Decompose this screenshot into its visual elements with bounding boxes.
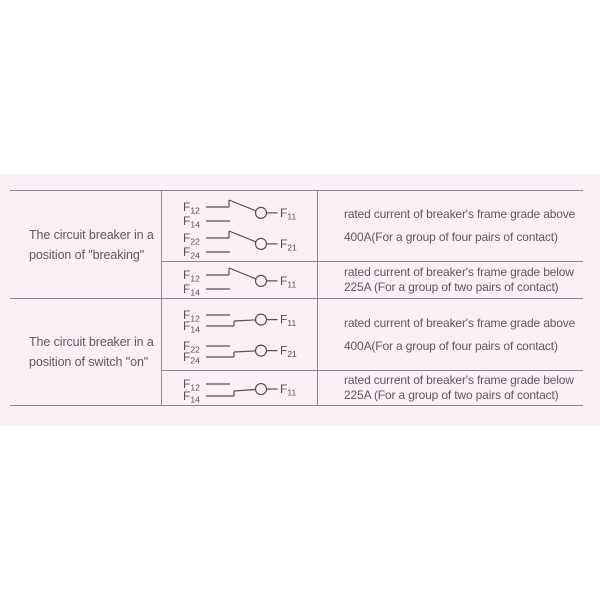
contact-circle: [256, 238, 267, 249]
row-right-part: [162, 191, 583, 298]
diagram-cell: [162, 371, 318, 405]
description-cell-breaking: [10, 191, 162, 298]
terminal-label-top: $F_{22}$: [183, 339, 200, 355]
contact-diagram-breaking-four: [162, 191, 317, 261]
note-cell: [318, 299, 583, 370]
output-label: $F_{11}$: [280, 312, 297, 329]
terminal-label-top: $F_{12}$: [183, 200, 200, 216]
output-label: $F_{11}$: [280, 205, 297, 222]
contact-diagram-breaking-two: [162, 262, 317, 298]
description-line: position of "breaking": [29, 247, 145, 262]
terminal-label-bottom: $F_{24}$: [183, 350, 200, 366]
note-line: 400A(For a group of four pairs of contact): [344, 230, 558, 244]
diagram-cell: [162, 262, 318, 298]
description-line: The circuit breaker in a: [29, 227, 154, 242]
terminal-label-top: $F_{12}$: [183, 377, 200, 393]
terminal-label-top: $F_{22}$: [183, 231, 200, 247]
terminal-label-bottom: $F_{14}$: [183, 319, 200, 335]
table-row-switch-on: [10, 298, 583, 405]
contact-circle: [256, 275, 267, 286]
output-label: $F_{21}$: [280, 343, 297, 360]
diagram-cell: [162, 299, 318, 370]
sub-row-four-contacts: [162, 191, 583, 262]
output-label: $F_{11}$: [280, 382, 297, 398]
terminal-label-bottom: $F_{14}$: [183, 214, 200, 230]
description-cell-switch-on: [10, 299, 162, 405]
table-row-breaking: [10, 191, 583, 298]
contact-diagram-on-four: [162, 299, 317, 370]
note-line: rated current of breaker's frame grade above: [344, 315, 576, 330]
note-cell: [318, 262, 583, 298]
note-line: rated current of breaker's frame grade below: [344, 265, 574, 279]
note-cell: [318, 371, 583, 405]
description-line: The circuit breaker in a: [29, 335, 154, 349]
note-line: rated current of breaker's frame grade below: [344, 373, 574, 387]
contact-circle: [256, 207, 267, 218]
terminal-label-bottom: $F_{14}$: [183, 389, 200, 405]
sub-row-two-contacts: [162, 262, 583, 298]
note-line: 225A (For a group of two pairs of contact): [344, 388, 559, 402]
row-right-part: [162, 299, 583, 405]
description-line: position of switch "on": [29, 355, 149, 369]
contact-circle: [256, 345, 267, 356]
contact-configuration-table: [10, 190, 583, 406]
diagram-cell: [162, 191, 318, 261]
terminal-label-top: $F_{12}$: [183, 308, 200, 324]
note-line: 225A (For a group of two pairs of contact): [344, 280, 559, 294]
contact-circle: [256, 384, 267, 395]
note-cell: [318, 191, 583, 261]
sub-row-four-contacts: [162, 299, 583, 371]
terminal-label-top: $F_{12}$: [183, 268, 200, 284]
terminal-label-bottom: $F_{14}$: [183, 282, 200, 298]
sub-row-two-contacts: [162, 371, 583, 405]
contact-diagram-on-two: [162, 371, 317, 405]
output-label: $F_{11}$: [280, 273, 297, 290]
contact-circle: [256, 314, 267, 325]
terminal-label-bottom: $F_{24}$: [183, 245, 200, 261]
output-label: $F_{21}$: [280, 236, 297, 253]
note-line: 400A(For a group of four pairs of contact): [344, 338, 558, 353]
note-line: rated current of breaker's frame grade above: [344, 207, 576, 221]
